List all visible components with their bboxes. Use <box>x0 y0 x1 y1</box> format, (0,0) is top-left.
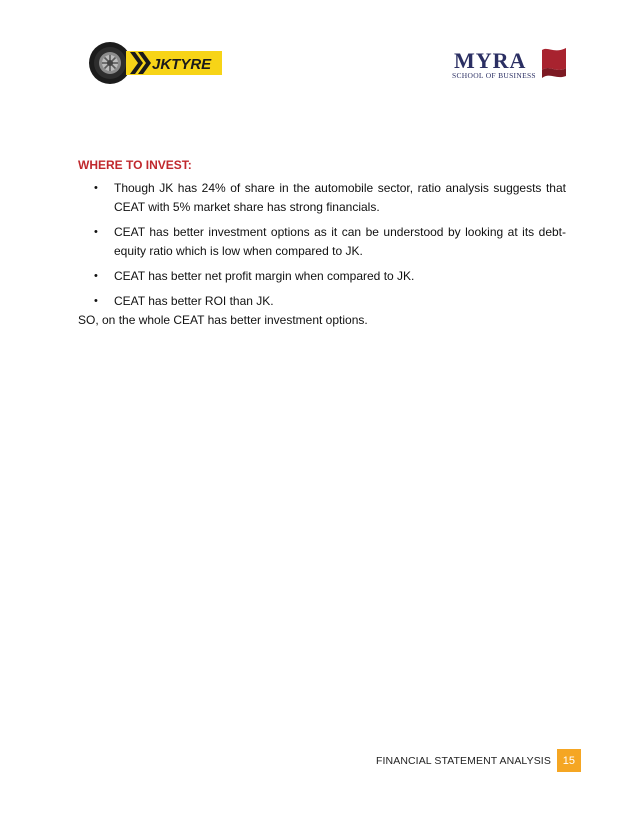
page-footer <box>376 749 581 772</box>
myra-school-logo <box>450 42 568 88</box>
footer-label: FINANCIAL STATEMENT ANALYSIS <box>376 754 551 767</box>
page-number: 15 <box>557 749 581 772</box>
list-item <box>78 179 566 217</box>
bullet-icon: • <box>94 182 98 194</box>
list-item-text: CEAT has better investment options as it can be understood by looking at its debt-equity ratio which is low when compared to JK. <box>114 225 566 258</box>
investment-bullet-list <box>78 179 566 317</box>
myra-school-logo-icon <box>540 46 568 82</box>
myra-logo-subtitle: SCHOOL OF BUSINESS <box>452 71 536 80</box>
list-item <box>78 223 566 261</box>
jk-tyre-logo-icon <box>88 38 224 88</box>
list-item-text: Though JK has 24% of share in the automobile sector, ratio analysis suggests that CEAT with 5% market share has strong financials. <box>114 181 566 214</box>
bullet-icon: • <box>94 270 98 282</box>
jk-tyre-logo <box>88 38 224 88</box>
section-title: WHERE TO INVEST: <box>78 158 192 172</box>
bullet-icon: • <box>94 226 98 238</box>
myra-logo-name: MYRA <box>454 48 527 73</box>
jk-tyre-logo-text: JKTYRE <box>152 56 212 73</box>
list-item-text: CEAT has better net profit margin when compared to JK. <box>114 269 415 283</box>
list-item <box>78 292 566 311</box>
list-item <box>78 267 566 286</box>
list-item-text: CEAT has better ROI than JK. <box>114 294 274 308</box>
conclusion-text: SO, on the whole CEAT has better investment options. <box>78 313 368 327</box>
bullet-icon: • <box>94 295 98 307</box>
